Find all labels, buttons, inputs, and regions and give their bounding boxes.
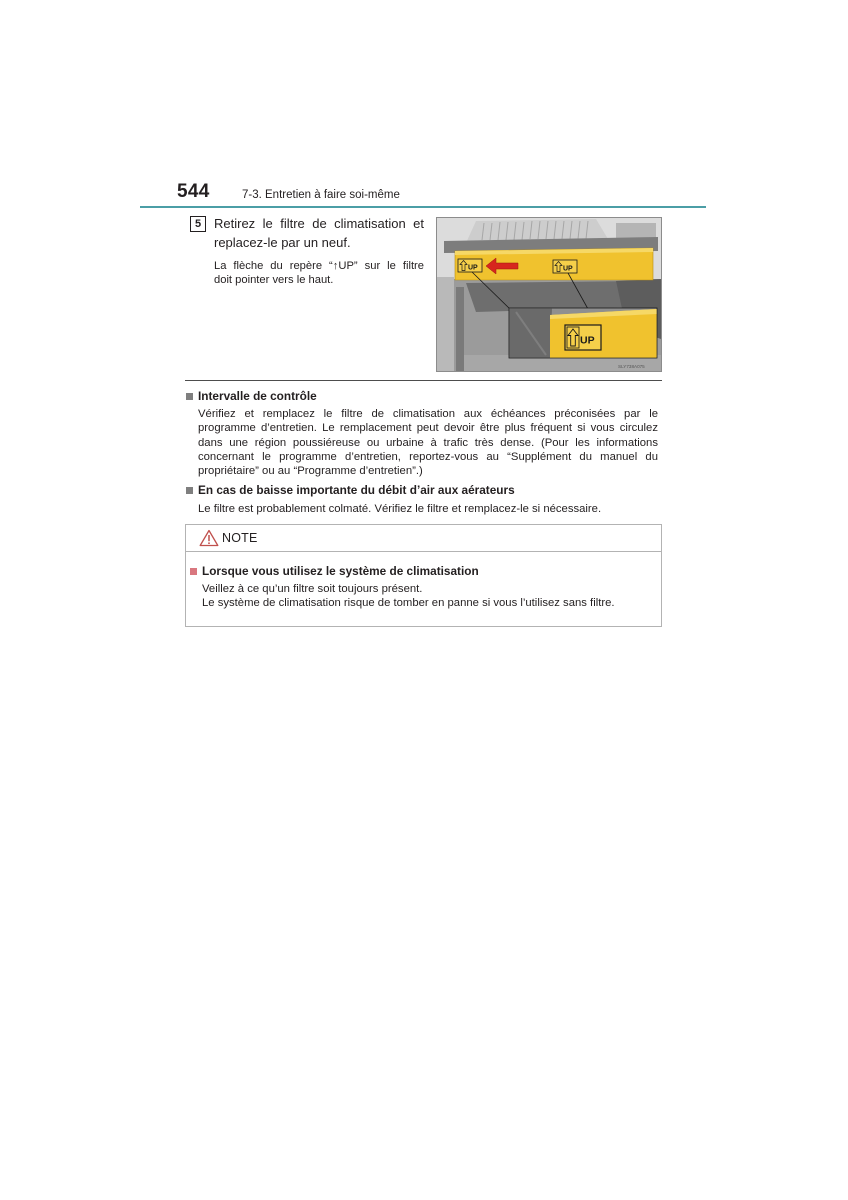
note-box: [185, 524, 662, 627]
step-remark-line: La flèche du repère “↑UP” sur le filtre: [214, 260, 424, 272]
paragraph-baisse-debit: Le filtre est probablement colmaté. Vérifiez le filtre et remplacez-le si nécessaire.: [198, 503, 602, 515]
up-label-text: UP: [580, 334, 595, 347]
paragraph-line: concernant le programme d’entretien, reportez-vous au “Supplément du manuel du: [198, 450, 658, 463]
note-title: NOTE: [222, 531, 258, 545]
square-bullet-icon: [186, 393, 193, 400]
up-label-text: UP: [563, 265, 573, 273]
up-label-left: [458, 259, 482, 272]
square-bullet-icon: [190, 568, 197, 575]
heading-baisse-debit: [186, 483, 515, 497]
paragraph-line: dans une région poussiéreuse ou urbaine à trafic très dense. (Pour les informations: [198, 436, 658, 449]
step-instruction-line: replacez-le par un neuf.: [214, 235, 351, 250]
step-remark-line: doit pointer vers le haut.: [214, 274, 334, 286]
heading-text: Lorsque vous utilisez le système de climatisation: [202, 564, 479, 578]
heading-text: En cas de baisse importante du débit d’air aux aérateurs: [198, 483, 515, 497]
paragraph-line: Vérifiez et remplacez le filtre de climatisation aux échéances préconisées par le: [198, 408, 658, 420]
step-number-badge: 5: [190, 216, 206, 232]
step-instruction-line: Retirez le filtre de climatisation et: [214, 216, 424, 231]
page-number: 544: [177, 181, 210, 202]
square-bullet-icon: [186, 487, 193, 494]
note-heading: [190, 564, 479, 578]
paragraph-line: propriétaire” ou au “Programme d’entretien”.): [198, 465, 423, 478]
warning-icon: [199, 529, 219, 547]
up-label-right: [553, 260, 577, 273]
note-header: [186, 525, 661, 552]
note-line: Le système de climatisation risque de tomber en panne si vous l’utilisez sans filtre.: [202, 597, 615, 609]
header-rule: [140, 206, 706, 208]
note-line: Veillez à ce qu’un filtre soit toujours présent.: [202, 583, 423, 595]
up-label-zoom: [565, 325, 601, 350]
step-remark: [214, 259, 424, 287]
heading-intervalle: [186, 389, 317, 403]
note-body: [202, 582, 615, 610]
zoom-inset: [509, 308, 657, 358]
paragraph-line: programme d’entretien. Le remplacement peut devoir être plus fréquent si vous circulez: [198, 422, 658, 435]
step-instruction: [214, 214, 424, 252]
section-divider: [185, 380, 662, 381]
left-pillar: [437, 277, 454, 371]
section-title: 7-3. Entretien à faire soi-même: [242, 189, 400, 201]
paragraph-intervalle: [198, 407, 658, 478]
upper-right-block: [616, 223, 656, 239]
filter-replacement-illustration: [436, 217, 662, 372]
heading-text: Intervalle de contrôle: [198, 389, 317, 403]
figure-code: SLY738A075: [618, 364, 645, 369]
up-label-text: UP: [468, 264, 478, 272]
left-pipe: [456, 287, 464, 371]
